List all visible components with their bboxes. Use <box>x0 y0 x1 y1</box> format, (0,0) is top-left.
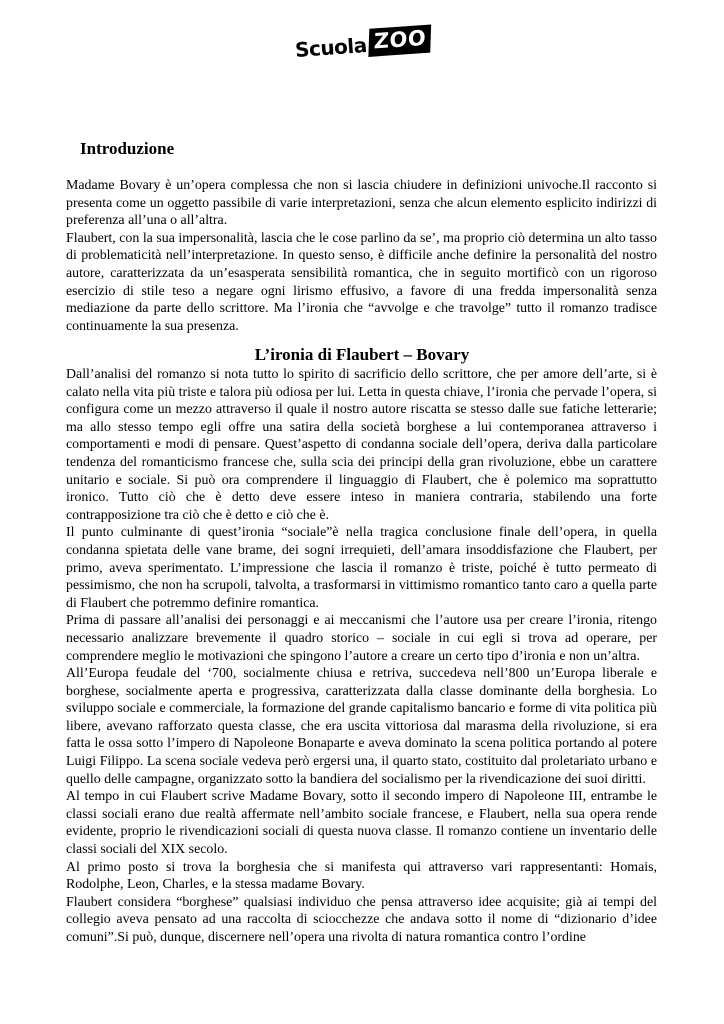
intro-paragraph: Madame Bovary è un’opera complessa che non si lascia chiudere in definizioni univoche.Il racconto si presenta come un oggetto passibile di varie interpretazioni, senza che alcun elemento esplicito indirizzi di preferenza all’una o all’altra. <box>66 178 657 229</box>
section-text <box>66 366 657 947</box>
body-paragraph: Prima di passare all’analisi dei personaggi e ai meccanismi che l’autore usa per creare l’ironia, ritengo necessario analizzare brevemente il quadro storico – sociale in cui egli si trova ad operare, per comprendere meglio le motivazioni che spingono l’autore a creare un certo tipo d’ironia e non un’altra. <box>66 613 657 664</box>
body-paragraph: Il punto culminante di quest’ironia “sociale”è nella tragica conclusione finale dell’opera, in quella condanna spietata delle vane brame, dei sogni irrequieti, dell’amara insoddisfazione che Flaubert, per primo, aveva sperimentato. L’impressione che lascia il romanzo è triste, poiché è tutto permeato di pessimismo, che non ha scrupoli, talvolta, a trasformarsi in vittimismo romantico tanto caro a quella parte di Flaubert che potremmo definire romantica. <box>66 525 657 611</box>
intro-text <box>66 177 657 335</box>
body-paragraph: All’Europa feudale del ‘700, socialmente chiusa e retriva, succedeva nell’800 un’Europa liberale e borghese, socialmente aperta e progressiva, caratterizzata dalla classe dominante della borghesia. Lo sviluppo sociale e commerciale, la formazione del grande capitalismo bancario e forme di vita politica più libere, avevano rafforzato questa classe, che era uscita vittoriosa dal marasma della rivoluzione, si era fatta le ossa sotto l’impero di Napoleone Bonaparte e aveva dominato la scena politica portando al potere Luigi Filippo. La scena sociale vedeva però ergersi una, il quarto stato, costituito dal proletariato urbano e quello delle campagne, organizzato sotto la bandiera del socialismo per la rivendicazione dei suoi diritti. <box>66 666 657 787</box>
logo-script-text: Scuola <box>294 33 368 62</box>
body-paragraph: Dall’analisi del romanzo si nota tutto lo spirito di sacrificio dello scrittore, che per amore dell’arte, si è calato nella vita più triste e talora più odiosa per lui. Letta in questa chiave, l’ironia che pervade l’opera, si configura come un mezzo attraverso il quale il nostro autore riscatta se stesso dalle sue fatiche letterarie; ma allo stesso tempo egli offre una satira della società borghese a lui contemporanea attraverso i comportamenti e modi di pensare. Quest’aspetto di condanna sociale dell’opera, deriva dalla particolare tendenza del romanticismo francese che, sulla scia dei principi della gran rivoluzione, ebbe un carattere unitario e sociale. Si può ora comprendere il linguaggio di Flaubert, che è polemico ma soprattutto ironico. Tutto ciò che è detto deve essere inteso in maniera contraria, stabilendo una forte contrapposizione tra ciò che è detto e ciò che è. <box>66 367 657 523</box>
logo-box-text: ZOO <box>368 24 431 56</box>
section-heading: L’ironia di Flaubert – Bovary <box>254 345 470 364</box>
body-paragraph: Al primo posto si trova la borghesia che si manifesta qui attraverso vari rappresentanti: Homais, Rodolphe, Leon, Charles, e la stessa madame Bovary. <box>66 859 657 893</box>
body-paragraph: Al tempo in cui Flaubert scrive Madame Bovary, sotto il secondo impero di Napoleone III, entrambe le classi sociali erano due realtà affermate nell’ambito sociale francese, e Flaubert, nella sua opera rende evidente, proprio le rivendicazioni sociali di questa nuova classe. Il romanzo contiene un inventario delle classi sociali del XIX secolo. <box>66 789 657 858</box>
body-paragraph: Flaubert considera “borghese” qualsiasi individuo che pensa attraverso idee acquisite; già ai tempi del collegio aveva pensato ad una raccolta di sciocchezze che andava sotto il nome di “dizionario d’idee comuni”.Si può, dunque, discernere nell’opera una rivolta di natura romantica contro l’ordine <box>66 894 657 945</box>
intro-paragraph: Flaubert, con la sua impersonalità, lascia che le cose parlino da se’, ma proprio ciò determina un alto tasso di problematicità nell’interpretazione. In questo senso, è difficile anche definire la personalità del nostro autore, caratterizzata da un’esasperata sensibilità romantica, che in seguito mortificò con un rigoroso esercizio di stile teso a negare ogni lirismo effusivo, a favore di una fredda impersonalità senza mediazione da parte dello scrittore. Ma l’ironia che “avvolge e che travolge” tutto il romanzo tradisce continuamente la sua presenza. <box>66 230 657 334</box>
scuolazoo-logo <box>294 25 432 62</box>
intro-heading: Introduzione <box>80 139 175 158</box>
